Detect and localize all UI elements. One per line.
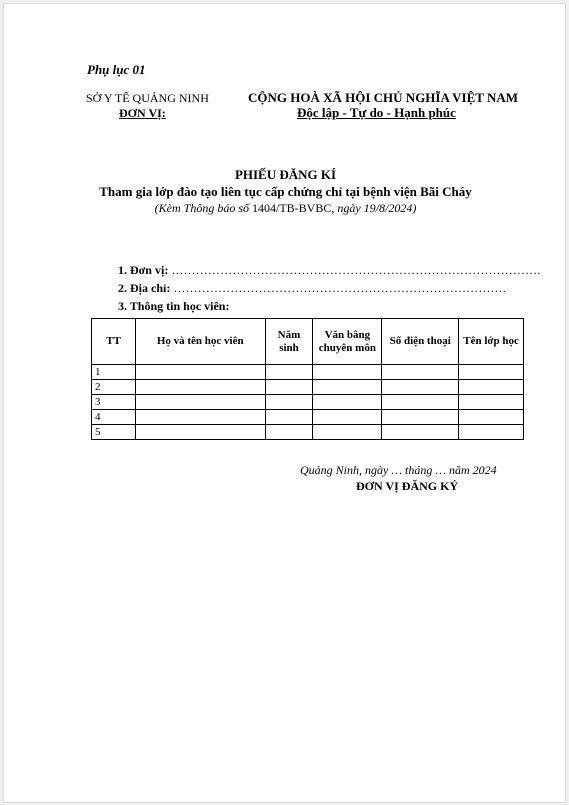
cell-class-name[interactable]: [459, 365, 524, 380]
cell-phone[interactable]: [382, 425, 459, 440]
table-row: [92, 410, 524, 425]
header-birth-year: Năm sinh: [265, 319, 313, 365]
cell-birth-year[interactable]: [265, 425, 313, 440]
cell-phone[interactable]: [382, 395, 459, 410]
row-number: 5: [92, 425, 136, 440]
table-row: [92, 395, 524, 410]
cell-degree[interactable]: [313, 365, 382, 380]
cell-birth-year[interactable]: [265, 395, 313, 410]
row-number: 2: [92, 380, 136, 395]
student-table: [91, 318, 524, 440]
cell-phone[interactable]: [382, 365, 459, 380]
cell-birth-year[interactable]: [265, 410, 313, 425]
field-address-label: 2. Địa chỉ:: [118, 281, 174, 295]
header-index: TT: [92, 319, 136, 365]
field-unit-dots: ……………………………………………………………………………….: [171, 263, 541, 277]
table-row: [92, 380, 524, 395]
cell-degree[interactable]: [313, 380, 382, 395]
ref-prefix: (Kèm Thông báo số: [154, 201, 252, 215]
cell-degree[interactable]: [313, 410, 382, 425]
row-number: 4: [92, 410, 136, 425]
unit-label: ĐƠN VỊ:: [119, 106, 166, 120]
table-header-row: [92, 319, 524, 365]
field-address-dots: ……………………………………………………………………….: [173, 281, 506, 295]
field-address: [118, 281, 506, 296]
header-full-name: Họ và tên học viên: [135, 319, 265, 365]
header-degree: Văn bằng chuyên môn: [313, 319, 382, 365]
field-student-info-label: 3. Thông tin học viên:: [118, 299, 230, 313]
cell-class-name[interactable]: [459, 380, 524, 395]
field-student-info: [118, 299, 229, 314]
form-subtitle: Tham gia lớp đào tạo liên tục cấp chứng chỉ tại bệnh viện Bãi Cháy: [99, 184, 472, 199]
national-motto: Độc lập - Tự do - Hạnh phúc: [297, 105, 456, 120]
department-name: SỞ Y TẾ QUẢNG NINH: [86, 91, 209, 105]
table-row: [92, 425, 524, 440]
header-class-name: Tên lớp học: [459, 319, 524, 365]
table-row: [92, 365, 524, 380]
cell-full-name[interactable]: [135, 365, 265, 380]
row-number: 1: [92, 365, 136, 380]
cell-phone[interactable]: [382, 380, 459, 395]
ref-suffix: , ngày 19/8/2024): [331, 201, 417, 215]
field-unit: [118, 263, 541, 278]
cell-full-name[interactable]: [135, 380, 265, 395]
field-unit-label: 1. Đơn vị:: [118, 263, 172, 277]
document-page: [3, 3, 566, 803]
cell-birth-year[interactable]: [265, 365, 313, 380]
row-number: 3: [92, 395, 136, 410]
cell-class-name[interactable]: [459, 425, 524, 440]
cell-full-name[interactable]: [135, 395, 265, 410]
national-title: CỘNG HOÀ XÃ HỘI CHỦ NGHĨA VIỆT NAM: [248, 90, 519, 105]
cell-degree[interactable]: [313, 395, 382, 410]
cell-birth-year[interactable]: [265, 380, 313, 395]
ref-number: 1404/TB-BVBC: [252, 201, 332, 215]
cell-class-name[interactable]: [459, 395, 524, 410]
cell-phone[interactable]: [382, 410, 459, 425]
header-phone: Số điện thoại: [382, 319, 459, 365]
form-reference: [4, 201, 567, 216]
place-date: Quảng Ninh, ngày … tháng … năm 2024: [300, 463, 497, 477]
cell-full-name[interactable]: [135, 410, 265, 425]
cell-class-name[interactable]: [459, 410, 524, 425]
cell-degree[interactable]: [313, 425, 382, 440]
cell-full-name[interactable]: [135, 425, 265, 440]
appendix-label: Phụ lục 01: [87, 62, 146, 77]
form-title: PHIẾU ĐĂNG KÍ: [234, 167, 337, 182]
signing-unit: ĐƠN VỊ ĐĂNG KÝ: [356, 479, 459, 493]
